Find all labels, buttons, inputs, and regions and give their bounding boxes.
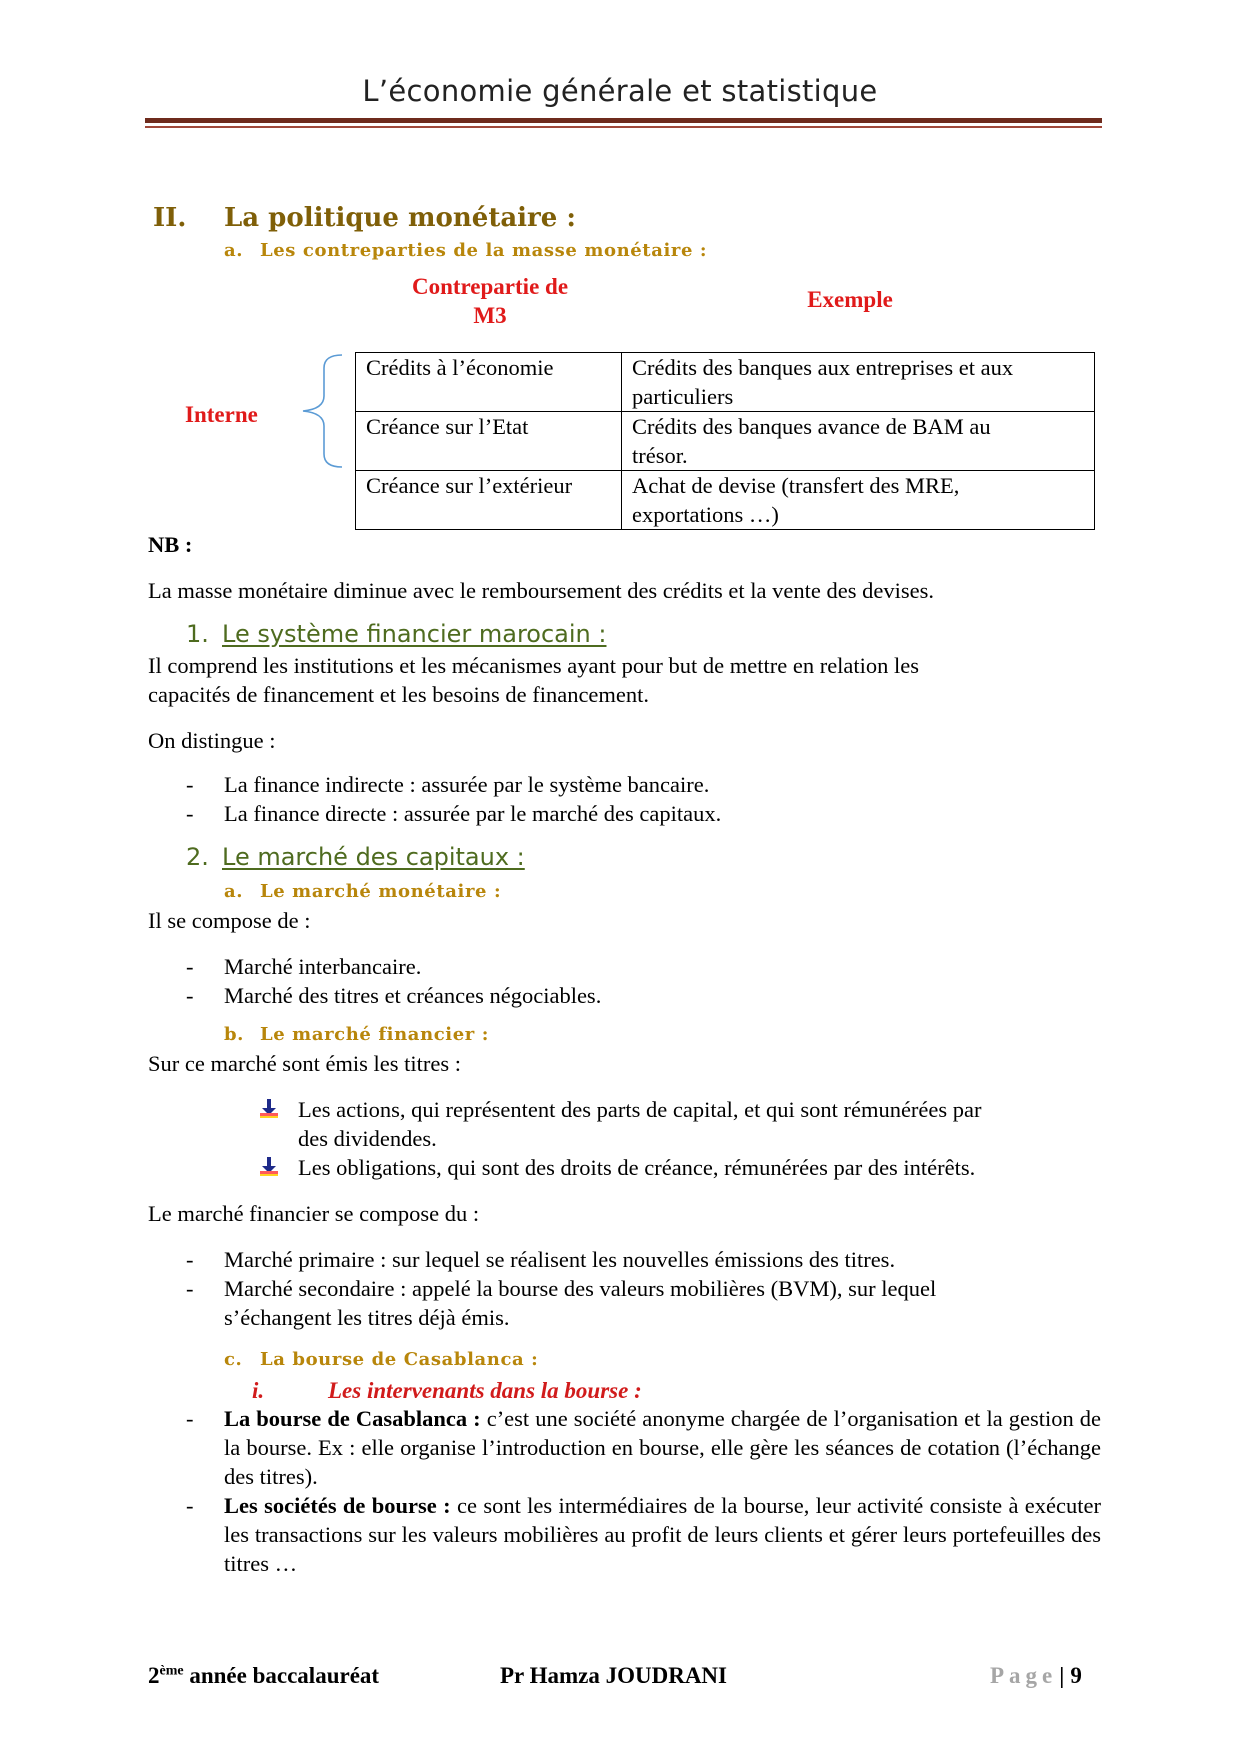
footer-level-text: année baccalauréat (183, 1663, 380, 1688)
section-1-line1: Il comprend les institutions et les mécanismes ayant pour but de mettre en relation les (148, 653, 920, 678)
list-item-text: Marché des titres et créances négociables. (224, 983, 602, 1008)
arrow-item-line1: Les obligations, qui sont des droits de créance, rémunérées par des intérêts. (298, 1155, 976, 1180)
list-item (186, 770, 1086, 799)
footer-level-sup: ème (159, 1663, 184, 1679)
arrow-item-line1: Les actions, qui représentent des parts de capital, et qui sont rémunérées par (298, 1097, 982, 1122)
list-item (186, 981, 1086, 1010)
dash-bullet: - (186, 954, 194, 979)
footer-level (148, 1663, 379, 1689)
section-1-line2: capacités de financement et les besoins de financement. (148, 682, 650, 707)
table-header-contrepartie-line2: M3 (473, 303, 507, 328)
table-row (356, 412, 1095, 471)
list-item (298, 1095, 1098, 1153)
table-cell-exemple-line1: Crédits des banques avance de BAM au (632, 414, 991, 439)
subsection-2c-i-title: Les intervenants dans la bourse : (328, 1378, 642, 1403)
table-cell-contrepartie: Créance sur l’extérieur (356, 471, 622, 530)
section-2-number: 2. (186, 843, 209, 871)
section-numeral: II. (153, 203, 187, 233)
section-1-list (186, 770, 1086, 828)
section-2-title (222, 843, 525, 871)
table-cell-contrepartie: Crédits à l’économie (356, 353, 622, 412)
term-bold: La bourse de Casablanca : (224, 1406, 481, 1431)
list-item (186, 1274, 1106, 1332)
table-header-contrepartie (380, 272, 600, 330)
list-item (186, 1491, 1101, 1578)
footer-page-number: 9 (1070, 1663, 1082, 1688)
subsection-2a-intro: Il se compose de : (148, 908, 311, 933)
section-1-title (222, 620, 606, 648)
subsection-2c-title: La bourse de Casablanca : (260, 1349, 539, 1370)
subsection-2b-letter: b. (224, 1024, 245, 1045)
dash-bullet: - (186, 1406, 194, 1431)
list-item (298, 1153, 1098, 1182)
list-item (186, 1404, 1101, 1491)
subsection-2c-i-number: i. (252, 1378, 265, 1403)
subsection-a-letter: a. (224, 240, 244, 261)
term-bold: Les sociétés de bourse : (224, 1493, 451, 1518)
subsection-a-title: Les contreparties de la masse monétaire : (260, 240, 708, 261)
table-row (356, 471, 1095, 530)
intervenants-list (186, 1404, 1101, 1578)
dash-bullet: - (186, 801, 194, 826)
header-rule-thin (145, 126, 1102, 128)
table-header-exemple: Exemple (807, 287, 893, 312)
down-arrow-icon (258, 1156, 280, 1178)
section-title: La politique monétaire : (224, 203, 576, 233)
list-item-text-line2: s’échangent les titres déjà émis. (224, 1305, 510, 1330)
subsection-2a-list (186, 952, 1086, 1010)
term-definition: ce sont les intermédiaires de la bourse, leur activité consiste à exécuter les transactions sur les valeurs mobilières au profit de leurs clients et gérer leurs portefeuilles des titres … (224, 1493, 1101, 1576)
footer-level-number: 2 (148, 1663, 160, 1688)
subsection-2a-letter: a. (224, 881, 244, 902)
table-cell-exemple (622, 353, 1095, 412)
table-cell-exemple (622, 412, 1095, 471)
list-item (186, 799, 1086, 828)
group-label-interne: Interne (185, 402, 258, 427)
dash-bullet: - (186, 1493, 194, 1518)
dash-bullet: - (186, 772, 194, 797)
table-cell-exemple-line2: trésor. (632, 443, 688, 468)
curly-brace-icon (300, 352, 346, 470)
term-definition: c’est une société anonyme chargée de l’organisation et la gestion de la bourse. Ex : elle organise l’introduction en bourse, elle gère les séances de cotation (l’échange des titres). (224, 1406, 1101, 1489)
table-cell-contrepartie: Créance sur l’Etat (356, 412, 622, 471)
subsection-2a-title: Le marché monétaire : (260, 881, 502, 902)
table-cell-exemple-line2: particuliers (632, 384, 734, 409)
list-item-text: Marché primaire : sur lequel se réalisent les nouvelles émissions des titres. (224, 1247, 896, 1272)
subsection-2b-list (186, 1245, 1106, 1332)
dash-bullet: - (186, 983, 194, 1008)
subsection-2b-title: Le marché financier : (260, 1024, 489, 1045)
table-cell-exemple-line1: Crédits des banques aux entreprises et aux (632, 355, 1014, 380)
table-header-contrepartie-line1: Contrepartie de (411, 274, 569, 299)
subsection-2c-letter: c. (224, 1349, 243, 1370)
table-row (356, 353, 1095, 412)
nb-label: NB : (148, 532, 193, 557)
list-item-text-line1: Marché secondaire : appelé la bourse des valeurs mobilières (BVM), sur lequel (224, 1276, 937, 1301)
section-1-distingue: On distingue : (148, 728, 276, 753)
subsection-2b-compose: Le marché financier se compose du : (148, 1201, 480, 1226)
table-cell-exemple (622, 471, 1095, 530)
dash-bullet: - (186, 1276, 194, 1301)
subsection-2b-intro: Sur ce marché sont émis les titres : (148, 1051, 462, 1076)
arrow-item-line2: des dividendes. (298, 1126, 437, 1151)
footer-author: Pr Hamza JOUDRANI (500, 1663, 727, 1688)
list-item-text: La finance indirecte : assurée par le système bancaire. (224, 772, 710, 797)
section-1-title-text: Le système financier marocain : (222, 620, 607, 648)
header-rule (145, 118, 1102, 123)
arrow-list (298, 1095, 1098, 1182)
section-2-title-text: Le marché des capitaux : (222, 843, 525, 871)
list-item-text: Marché interbancaire. (224, 954, 422, 979)
running-header-title: L’économie générale et statistique (362, 74, 878, 108)
table-cell-exemple-line1: Achat de devise (transfert des MRE, (632, 473, 960, 498)
list-item-text: La finance directe : assurée par le marché des capitaux. (224, 801, 722, 826)
section-1-number: 1. (186, 620, 209, 648)
footer-page-word: Page (990, 1663, 1058, 1688)
list-item (186, 1245, 1106, 1274)
footer-page-separator: | (1059, 1663, 1065, 1688)
nb-text: La masse monétaire diminue avec le remboursement des crédits et la vente des devises. (148, 578, 934, 603)
contreparties-table (355, 352, 1095, 530)
table-cell-exemple-line2: exportations …) (632, 502, 779, 527)
dash-bullet: - (186, 1247, 194, 1272)
list-item (186, 952, 1086, 981)
down-arrow-icon (258, 1098, 280, 1120)
footer-page (990, 1663, 1082, 1689)
